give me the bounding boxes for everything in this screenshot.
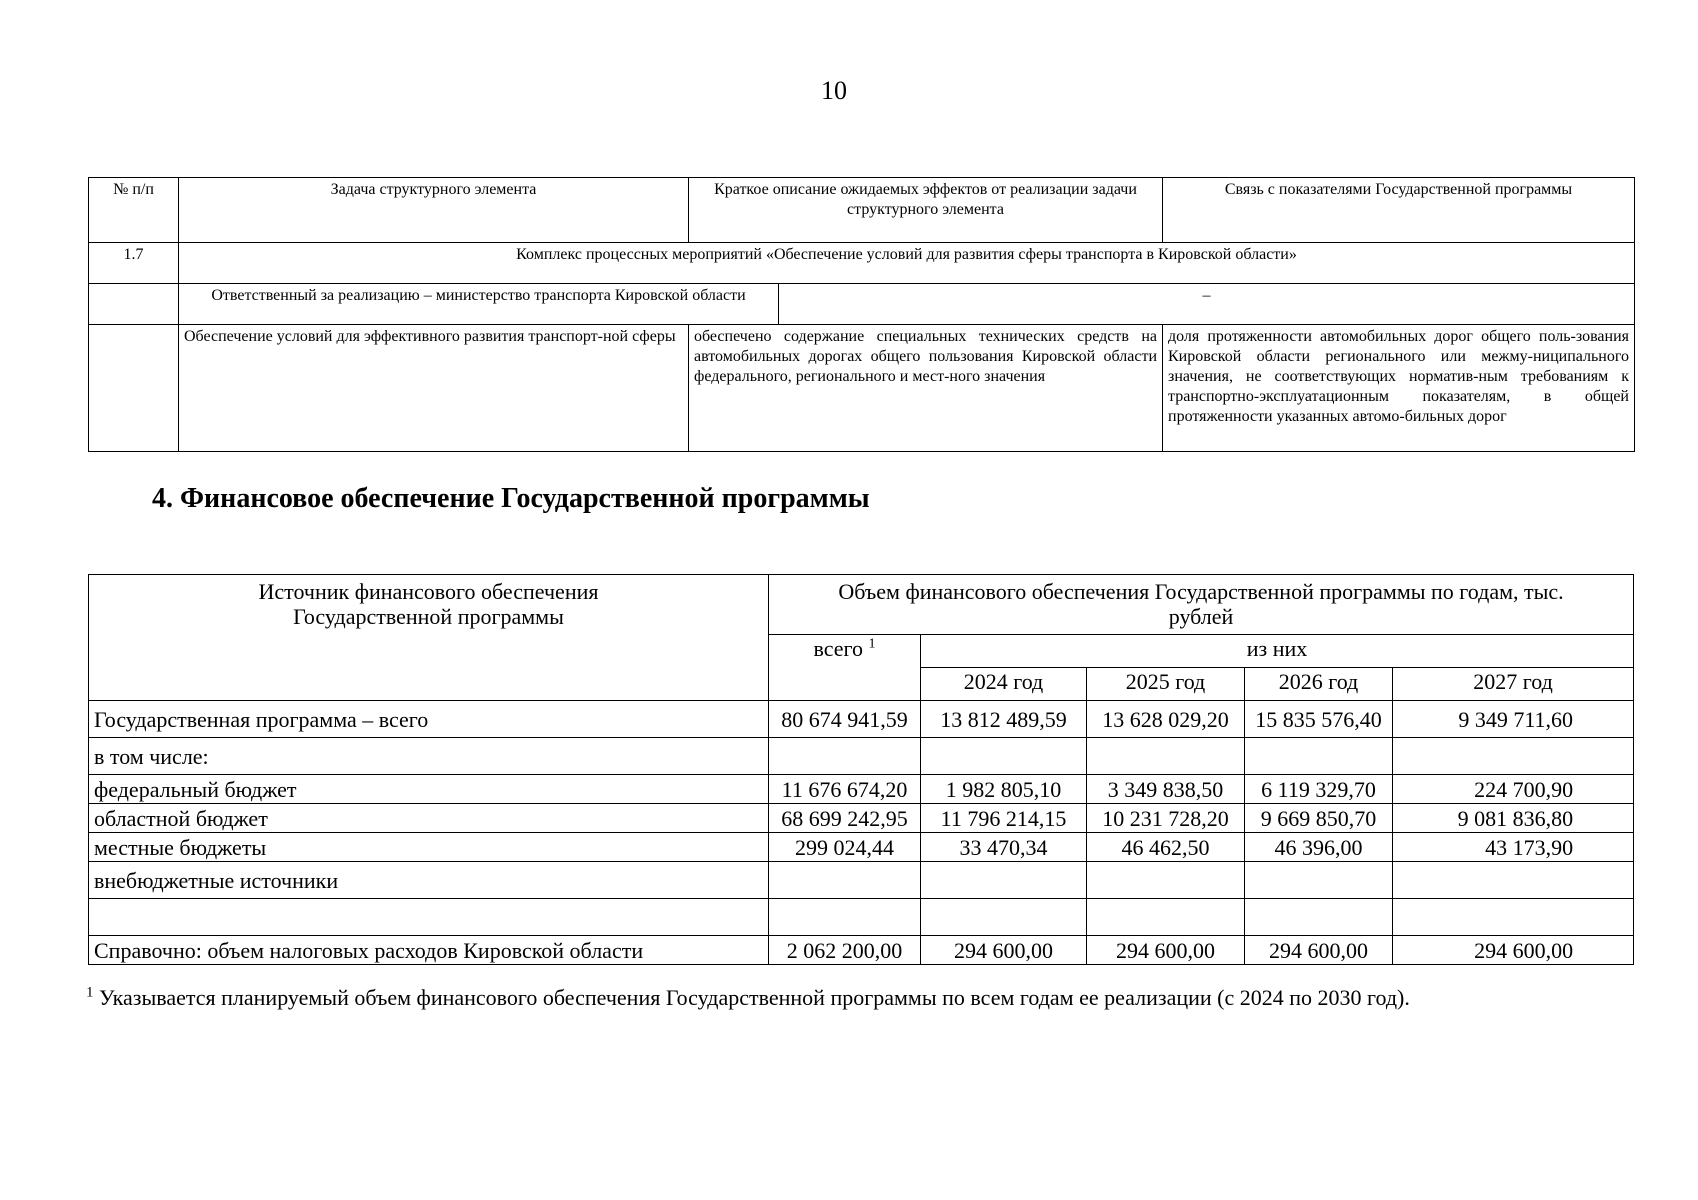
header-year-2026: 2026 год xyxy=(1245,668,1393,701)
header-year-2027: 2027 год xyxy=(1393,668,1634,701)
cell-2024: 11 796 214,15 xyxy=(921,804,1087,833)
row-label: в том числе: xyxy=(89,738,769,775)
row-label: федеральный бюджет xyxy=(89,775,769,804)
cell-total: 68 699 242,95 xyxy=(769,804,921,833)
responsible-dash: – xyxy=(779,284,1635,325)
cell-2024: 13 812 489,59 xyxy=(921,701,1087,738)
responsible-text: Ответственный за реализацию – министерство транспорта Кировской области xyxy=(179,284,779,325)
cell-total xyxy=(769,738,921,775)
row-number: 1.7 xyxy=(89,243,179,284)
header-task: Задача структурного элемента xyxy=(179,178,689,243)
cell-2025: 46 462,50 xyxy=(1087,833,1245,862)
row-label: Государственная программа – всего xyxy=(89,701,769,738)
finance-row-extrabudget xyxy=(89,862,1634,899)
header-link: Связь с показателями Государственной программы xyxy=(1163,178,1635,243)
cell-2025: 13 628 029,20 xyxy=(1087,701,1245,738)
header-year-2025: 2025 год xyxy=(1087,668,1245,701)
cell-2026: 9 669 850,70 xyxy=(1245,804,1393,833)
cell-2024 xyxy=(921,738,1087,775)
cell-2024: 294 600,00 xyxy=(921,936,1087,965)
row-label xyxy=(89,899,769,936)
cell-2025 xyxy=(1087,899,1245,936)
header-num: № п/п xyxy=(89,178,179,243)
header-total: всего $^1$ xyxy=(769,635,921,701)
task-text: Обеспечение условий для эффективного развития транспорт-ной сферы xyxy=(179,325,689,452)
goals-table xyxy=(88,177,1635,452)
cell-2027: 9 081 836,80 xyxy=(1393,804,1634,833)
cell-2025: 10 231 728,20 xyxy=(1087,804,1245,833)
cell-total xyxy=(769,862,921,899)
finance-row-local xyxy=(89,833,1634,862)
goals-header-row xyxy=(89,178,1635,243)
cell-2026 xyxy=(1245,899,1393,936)
cell-2027: 294 600,00 xyxy=(1393,936,1634,965)
row-label: местные бюджеты xyxy=(89,833,769,862)
header-effects: Краткое описание ожидаемых эффектов от реализации задачи структурного элемента xyxy=(689,178,1163,243)
effect-text: обеспечено содержание специальных технических средств на автомобильных дорогах общего пользования Кировской области федерального, регионального и мест-ного значения xyxy=(689,325,1163,452)
cell-2026: 294 600,00 xyxy=(1245,936,1393,965)
cell-2026: 46 396,00 xyxy=(1245,833,1393,862)
cell-total: 2 062 200,00 xyxy=(769,936,921,965)
cell-2027 xyxy=(1393,738,1634,775)
cell-2025: 294 600,00 xyxy=(1087,936,1245,965)
cell-2025 xyxy=(1087,738,1245,775)
section-title: 4. Финансовое обеспечение Государственной программы xyxy=(152,483,870,514)
finance-row-regional xyxy=(89,804,1634,833)
footnote xyxy=(86,985,1410,1011)
header-total-sup: 1 xyxy=(868,636,876,652)
responsible-row xyxy=(89,284,1635,325)
cell-2026: 6 119 329,70 xyxy=(1245,775,1393,804)
cell-2024 xyxy=(921,862,1087,899)
cell-2025: 3 349 838,50 xyxy=(1087,775,1245,804)
cell-2027 xyxy=(1393,862,1634,899)
complex-title: Комплекс процессных мероприятий «Обеспечение условий для развития сферы транспорта в Кировской области» xyxy=(179,243,1635,284)
footnote-marker: 1 xyxy=(86,984,94,1001)
cell-total: 11 676 674,20 xyxy=(769,775,921,804)
cell-2024: 33 470,34 xyxy=(921,833,1087,862)
complex-row xyxy=(89,243,1635,284)
task-num-cell xyxy=(89,325,179,452)
indicator-text: доля протяженности автомобильных дорог общего поль-зования Кировской области регионального или межму-ниципального значения, не соответствующих норматив-ным требованиям к транспортно-эксплуатационным показателям, в общей протяженности указанных автомо-бильных дорог xyxy=(1163,325,1635,452)
finance-row-including xyxy=(89,738,1634,775)
header-year-2024: 2024 год xyxy=(921,668,1087,701)
cell-2026 xyxy=(1245,738,1393,775)
cell-2025 xyxy=(1087,862,1245,899)
cell-total: 299 024,44 xyxy=(769,833,921,862)
footnote-text: Указывается планируемый объем финансового обеспечения Государственной программы по всем годам ее реализации (с 2024 по 2030 год). xyxy=(99,985,1410,1010)
row-label: Справочно: объем налоговых расходов Кировской области xyxy=(89,936,769,965)
finance-table xyxy=(88,574,1634,965)
finance-row-federal xyxy=(89,775,1634,804)
header-source: Источник финансового обеспечения Государственной программы xyxy=(89,575,769,701)
cell-2027: 43 173,90 xyxy=(1393,833,1634,862)
row-label: областной бюджет xyxy=(89,804,769,833)
header-of-them: из них xyxy=(921,635,1634,668)
finance-row-tax-expenses xyxy=(89,936,1634,965)
finance-row-empty xyxy=(89,899,1634,936)
finance-row-total xyxy=(89,701,1634,738)
finance-header-row-1 xyxy=(89,575,1634,635)
cell-2024 xyxy=(921,899,1087,936)
responsible-num-cell xyxy=(89,284,179,325)
cell-2026 xyxy=(1245,862,1393,899)
cell-total: 80 674 941,59 xyxy=(769,701,921,738)
cell-2027: 224 700,90 xyxy=(1393,775,1634,804)
cell-total xyxy=(769,899,921,936)
cell-2024: 1 982 805,10 xyxy=(921,775,1087,804)
cell-2027: 9 349 711,60 xyxy=(1393,701,1634,738)
row-label: внебюджетные источники xyxy=(89,862,769,899)
cell-2026: 15 835 576,40 xyxy=(1245,701,1393,738)
cell-2027 xyxy=(1393,899,1634,936)
task-row xyxy=(89,325,1635,452)
header-volume: Объем финансового обеспечения Государственной программы по годам, тыс. рублей xyxy=(769,575,1634,635)
page-number: 10 xyxy=(821,76,847,105)
